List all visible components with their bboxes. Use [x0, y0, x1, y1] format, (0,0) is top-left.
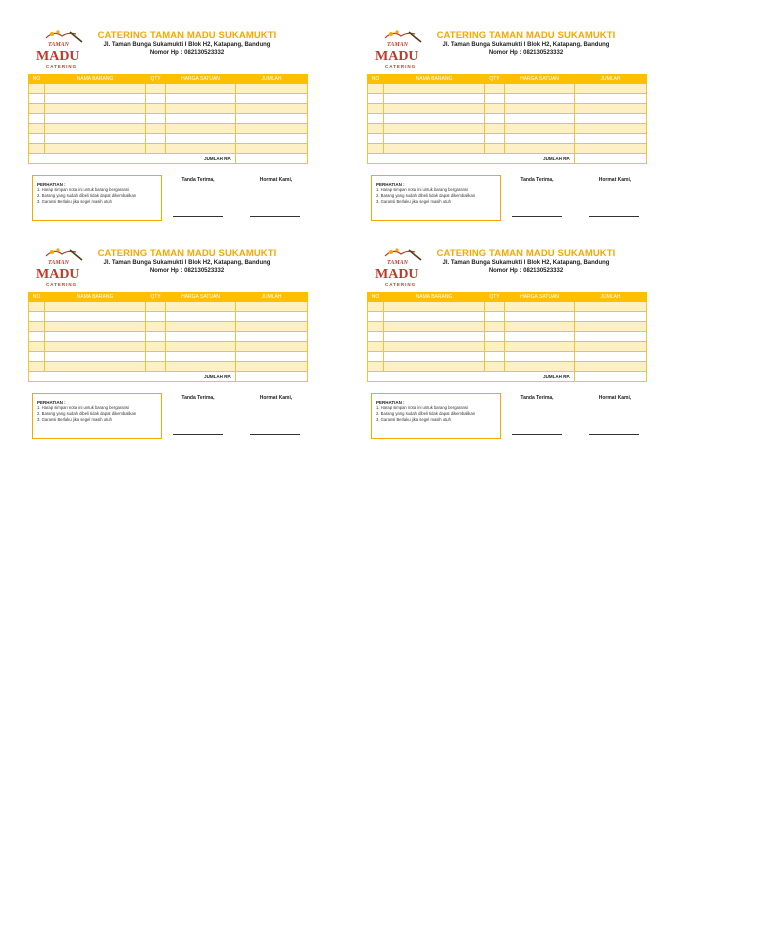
table-row — [29, 312, 308, 322]
notes-box — [371, 393, 501, 439]
col-header-item-name: NAMA BARANG — [384, 293, 485, 302]
col-header-unit-price: HARGA SATUAN — [166, 293, 236, 302]
svg-text:CATERING: CATERING — [385, 64, 417, 69]
col-header-no: NO — [29, 293, 45, 302]
table-row — [368, 362, 647, 372]
col-header-no: NO — [29, 75, 45, 84]
total-row — [29, 154, 308, 164]
receipt — [28, 28, 308, 228]
table-row — [29, 302, 308, 312]
svg-text:MADU: MADU — [36, 267, 80, 282]
company-phone: Nomor Hp : 082130523332 — [149, 50, 225, 56]
col-header-amount: JUMLAH — [236, 75, 308, 84]
notes-title: PERHATIAN : — [37, 182, 66, 187]
table-row — [368, 104, 647, 114]
receipt — [367, 28, 647, 228]
sender-signature-label: Hormat Kami, — [259, 395, 293, 401]
table-row — [29, 362, 308, 372]
table-row — [368, 332, 647, 342]
notes-title: PERHATIAN : — [37, 400, 66, 405]
svg-text:TAMAN: TAMAN — [387, 260, 409, 266]
receiver-signature-label: Tanda Terima, — [181, 395, 215, 401]
table-row — [29, 332, 308, 342]
company-phone: Nomor Hp : 082130523332 — [488, 268, 564, 274]
table-row — [29, 94, 308, 104]
note-line: 2. Barang yang sudah dibeli tidak dapat dikembalikan — [37, 193, 137, 198]
table-row — [368, 322, 647, 332]
note-line: 1. Harap simpan nota ini untuk barang bergaransi — [376, 187, 468, 192]
company-address: Jl. Taman Bunga Sukamukti I Blok H2, Katapang, Bandung — [442, 42, 610, 48]
total-label: JUMLAH RP. — [368, 372, 575, 382]
sender-signature-label: Hormat Kami, — [598, 395, 632, 401]
col-header-qty: QTY — [485, 293, 505, 302]
receiver-signature-label: Tanda Terima, — [520, 177, 554, 183]
col-header-unit-price: HARGA SATUAN — [505, 293, 575, 302]
table-row — [29, 144, 308, 154]
table-header-row — [29, 293, 308, 302]
col-header-no: NO — [368, 75, 384, 84]
table-header-row — [29, 75, 308, 84]
receipt — [367, 246, 647, 446]
note-line: 3. Garansi Berlaku jika segel masih utuh — [37, 417, 112, 422]
svg-text:TAMAN: TAMAN — [387, 42, 409, 48]
table-row — [29, 104, 308, 114]
total-label: JUMLAH RP. — [29, 372, 236, 382]
receiver-signature-label: Tanda Terima, — [520, 395, 554, 401]
company-title: CATERING TAMAN MADU SUKAMUKTI — [436, 248, 616, 259]
table-row — [29, 352, 308, 362]
company-address: Jl. Taman Bunga Sukamukti I Blok H2, Katapang, Bandung — [103, 260, 271, 266]
col-header-qty: QTY — [485, 75, 505, 84]
notes-title: PERHATIAN : — [376, 400, 405, 405]
total-value — [236, 372, 308, 382]
table-row — [368, 342, 647, 352]
receiver-signature-line — [173, 434, 223, 435]
company-title: CATERING TAMAN MADU SUKAMUKTI — [97, 30, 277, 41]
company-phone: Nomor Hp : 082130523332 — [149, 268, 225, 274]
total-row — [29, 372, 308, 382]
company-title: CATERING TAMAN MADU SUKAMUKTI — [436, 30, 616, 41]
svg-text:MADU: MADU — [375, 49, 419, 64]
total-label: JUMLAH RP. — [368, 154, 575, 164]
company-title: CATERING TAMAN MADU SUKAMUKTI — [97, 248, 277, 259]
total-value — [236, 154, 308, 164]
note-line: 1. Harap simpan nota ini untuk barang bergaransi — [37, 405, 129, 410]
receiver-signature-line — [512, 216, 562, 217]
col-header-qty: QTY — [146, 293, 166, 302]
table-header-row — [368, 293, 647, 302]
col-header-qty: QTY — [146, 75, 166, 84]
taman-madu-logo — [32, 246, 90, 290]
table-row — [368, 352, 647, 362]
taman-madu-logo — [371, 28, 429, 72]
table-row — [368, 144, 647, 154]
svg-text:CATERING: CATERING — [46, 282, 78, 287]
table-row — [29, 322, 308, 332]
col-header-amount: JUMLAH — [236, 293, 308, 302]
svg-text:TAMAN: TAMAN — [48, 42, 70, 48]
col-header-item-name: NAMA BARANG — [384, 75, 485, 84]
table-row — [368, 302, 647, 312]
note-line: 3. Garansi Berlaku jika segel masih utuh — [376, 417, 451, 422]
notes-title: PERHATIAN : — [376, 182, 405, 187]
table-row — [29, 84, 308, 94]
note-line: 3. Garansi Berlaku jika segel masih utuh — [37, 199, 112, 204]
note-line: 1. Harap simpan nota ini untuk barang bergaransi — [37, 187, 129, 192]
col-header-amount: JUMLAH — [575, 293, 647, 302]
table-row — [29, 124, 308, 134]
note-line: 2. Barang yang sudah dibeli tidak dapat dikembalikan — [376, 411, 476, 416]
table-header-row — [368, 75, 647, 84]
col-header-unit-price: HARGA SATUAN — [505, 75, 575, 84]
receipt — [28, 246, 308, 446]
sender-signature-line — [250, 216, 300, 217]
col-header-item-name: NAMA BARANG — [45, 75, 146, 84]
notes-box — [371, 175, 501, 221]
taman-madu-logo — [371, 246, 429, 290]
sender-signature-line — [589, 434, 639, 435]
note-line: 3. Garansi Berlaku jika segel masih utuh — [376, 199, 451, 204]
items-table — [367, 292, 647, 382]
col-header-item-name: NAMA BARANG — [45, 293, 146, 302]
company-address: Jl. Taman Bunga Sukamukti I Blok H2, Katapang, Bandung — [442, 260, 610, 266]
col-header-amount: JUMLAH — [575, 75, 647, 84]
table-row — [29, 114, 308, 124]
sender-signature-label: Hormat Kami, — [598, 177, 632, 183]
sender-signature-line — [250, 434, 300, 435]
table-row — [368, 84, 647, 94]
svg-text:TAMAN: TAMAN — [48, 260, 70, 266]
note-line: 1. Harap simpan nota ini untuk barang bergaransi — [376, 405, 468, 410]
items-table — [28, 292, 308, 382]
table-row — [368, 312, 647, 322]
total-value — [575, 372, 647, 382]
notes-box — [32, 393, 162, 439]
col-header-unit-price: HARGA SATUAN — [166, 75, 236, 84]
receiver-signature-line — [512, 434, 562, 435]
table-row — [368, 94, 647, 104]
items-table — [367, 74, 647, 164]
total-value — [575, 154, 647, 164]
receiver-signature-line — [173, 216, 223, 217]
table-row — [29, 134, 308, 144]
svg-text:CATERING: CATERING — [385, 282, 417, 287]
table-row — [29, 342, 308, 352]
total-row — [368, 154, 647, 164]
table-row — [368, 114, 647, 124]
company-phone: Nomor Hp : 082130523332 — [488, 50, 564, 56]
sender-signature-label: Hormat Kami, — [259, 177, 293, 183]
col-header-no: NO — [368, 293, 384, 302]
notes-box — [32, 175, 162, 221]
total-label: JUMLAH RP. — [29, 154, 236, 164]
table-row — [368, 124, 647, 134]
svg-text:MADU: MADU — [36, 49, 80, 64]
table-row — [368, 134, 647, 144]
taman-madu-logo — [32, 28, 90, 72]
company-address: Jl. Taman Bunga Sukamukti I Blok H2, Katapang, Bandung — [103, 42, 271, 48]
svg-text:CATERING: CATERING — [46, 64, 78, 69]
receiver-signature-label: Tanda Terima, — [181, 177, 215, 183]
sender-signature-line — [589, 216, 639, 217]
items-table — [28, 74, 308, 164]
note-line: 2. Barang yang sudah dibeli tidak dapat dikembalikan — [37, 411, 137, 416]
svg-text:MADU: MADU — [375, 267, 419, 282]
total-row — [368, 372, 647, 382]
note-line: 2. Barang yang sudah dibeli tidak dapat dikembalikan — [376, 193, 476, 198]
